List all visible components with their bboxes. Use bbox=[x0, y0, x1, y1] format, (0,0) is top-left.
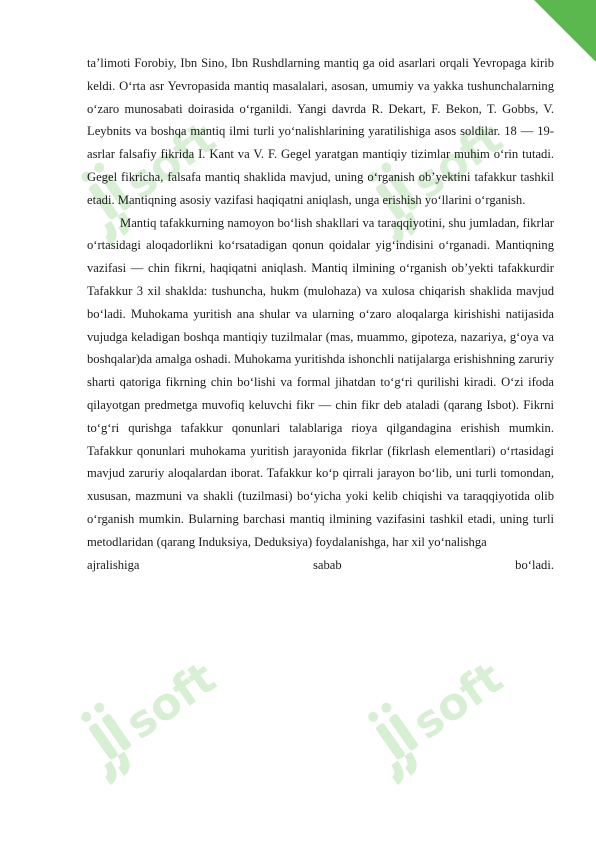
watermark-logo-icon bbox=[78, 650, 228, 800]
watermark-text: soft bbox=[116, 652, 225, 750]
document-body bbox=[87, 52, 554, 576]
last-line-word: bo‘ladi. bbox=[515, 557, 554, 572]
paragraph-2: Mantiq tafakkurning namoyon bo‘lish shakllari va taraqqiyotini, shu jumladan, fikrlar o‘rtasidagi aloqadorlikni ko‘rsatadigan qonun qoidalar yig‘indisini o‘rganadi. Mantiqning vazifasi — chin fikrni, haqiqatni aniqlash. Mantiq ilmining o‘rganish ob’yekti tafakkurdir Tafakkur 3 xil shaklda: tushuncha, hukm (mulohaza) va xulosa chiqarish shaklida mavjud bo‘ladi. Muhokama yuritish ana shular va ularning o‘zaro aloqalarga kirishishi natijasida vujudga keladigan boshqa mantiqiy tuzilmalar (mas, muammo, gipoteza, nazariya, g‘oya va boshqalar)da amalga oshadi. Muhokama yuritishda ishonchli natijalarga erishishning zaruriy sharti qatoriga fikrning chin bo‘lishi va formal jihatdan to‘g‘ri qurilishi kiradi. O‘zi ifoda qilayotgan predmetga muvofiq keluvchi fikr — chin fikr deb ataladi (qarang Isbot). Fikrni to‘g‘ri qurishga tafakkur qonunlari talablariga rioya qilgandagina erishish mumkin. Tafakkur qonunlari muhokama yuritish jarayonida fikrlar (fikrlash elementlari) o‘rtasidagi mavjud zaruriy aloqalardan iborat. Tafakkur ko‘p qirrali jarayon bo‘lib, uni turli tomondan, xususan, mazmuni va shakli (tuzilmasi) bo‘yicha yoki kelib chiqishi va taraqqiyotida olib o‘rganish mumkin. Bularning barchasi mantiq ilmining vazifasini tashkil etadi, uning turli metodlaridan (qarang Induksiya, Deduksiya) foydalanishga, har xil yo‘nalishga bbox=[87, 215, 554, 549]
last-line-word: ajralishiga bbox=[87, 557, 140, 572]
last-line-word: sabab bbox=[312, 557, 342, 572]
paragraph-2-last-line bbox=[87, 554, 554, 577]
page-number: 4 bbox=[548, 30, 554, 42]
watermark-text: soft bbox=[403, 112, 512, 210]
watermark-text: soft bbox=[403, 652, 512, 750]
watermark-text: soft bbox=[116, 112, 225, 210]
watermark-logo-icon bbox=[365, 650, 515, 800]
paragraph-1: ta’limoti Forobiy, Ibn Sino, Ibn Rushdlarning mantiq ga oid asarlari orqali Yevropaga kirib keldi. O‘rta asr Yevropasida mantiq masalalari, asosan, umumiy va yakka tushunchalarning o‘zaro munosabati doirasida o‘rganildi. Yangi davrda R. Dekart, F. Bekon, T. Gobbs, V. Leybnits va boshqa mantiq ilmi turli yo‘nalishlarining yaratilishiga asos soldilar. 18 — 19-asrlar falsafiy fikrida I. Kant va V. F. Gegel yaratgan mantiqiy tizimlar muhim o‘rin tutadi. Gegel fikricha, falsafa mantiq shaklida mavjud, uning o‘rganish ob’yektini tafakkur tashkil etadi. Mantiqning asosiy vazifasi haqiqatni aniqlash, unga erishish yo‘llarini o‘rganish. bbox=[87, 56, 554, 207]
